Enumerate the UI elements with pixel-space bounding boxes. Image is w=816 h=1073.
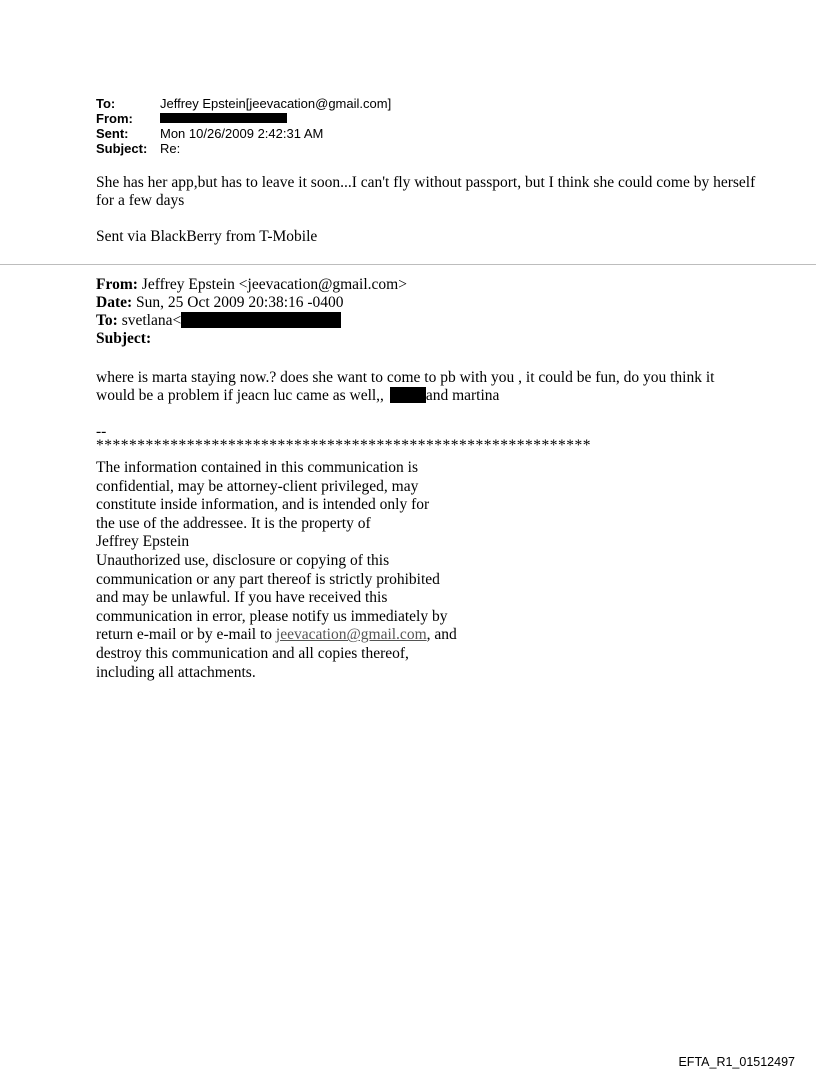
quoted-header	[96, 276, 407, 348]
header-to-row	[96, 96, 391, 111]
email-link[interactable]: jeevacation@gmail.com	[275, 626, 427, 644]
document-id: EFTA_R1_01512497	[678, 1055, 795, 1069]
header-subject-row	[96, 141, 391, 156]
from-label: From:	[96, 111, 133, 126]
disclaimer-line: destroy this communication and all copies thereof,	[96, 644, 409, 662]
redaction-box-from	[160, 113, 287, 123]
subject-value: Re:	[160, 141, 181, 156]
disclaimer-line: The information contained in this communication is	[96, 459, 418, 476]
disclaimer-line: Jeffrey Epstein	[96, 533, 190, 551]
quoted-date-row	[96, 294, 407, 312]
disclaimer-line-prefix: return e-mail or by e-mail to	[96, 626, 276, 644]
disclaimer-line: including all attachments.	[96, 663, 256, 681]
redaction-box-inline	[390, 387, 426, 403]
quoted-body-text-end: and martina	[425, 387, 500, 404]
subject-label: Subject:	[96, 141, 148, 156]
to-label: To:	[96, 96, 116, 111]
header-from-row	[96, 111, 391, 126]
disclaimer-line: Unauthorized use, disclosure or copying of this	[96, 551, 390, 569]
disclaimer-line: communication or any part thereof is strictly prohibited	[96, 570, 440, 588]
sent-label: Sent:	[96, 126, 129, 141]
to-value: Jeffrey Epstein[jeevacation@gmail.com]	[160, 96, 392, 111]
quoted-subject-label: Subject:	[96, 330, 152, 347]
sig-dashes: --	[96, 423, 107, 440]
quoted-from-value: Jeffrey Epstein <jeevacation@gmail.com>	[141, 276, 407, 293]
reply-signature: Sent via BlackBerry from T-Mobile	[96, 228, 318, 245]
quoted-body-text: where is marta staying now.? does she want to come to pb with you , it could be fun, do you think it would be a problem if jeacn luc came as well,,	[96, 369, 715, 404]
quoted-from-row	[96, 276, 407, 294]
sent-value: Mon 10/26/2009 2:42:31 AM	[160, 126, 324, 141]
disclaimer-line: confidential, may be attorney-client privileged, may	[96, 477, 419, 495]
sig-stars: ************************************************************	[96, 437, 591, 454]
quoted-body	[96, 369, 736, 405]
disclaimer-line-with-link	[96, 626, 496, 645]
quoted-from-label: From:	[96, 276, 138, 293]
confidentiality-disclaimer	[96, 459, 496, 682]
quoted-subject-row	[96, 330, 407, 348]
disclaimer-line-suffix: , and	[426, 626, 457, 644]
disclaimer-line: the use of the addressee. It is the property of	[96, 514, 371, 532]
quoted-to-row	[96, 312, 407, 330]
email-header	[96, 96, 391, 156]
header-sent-row	[96, 126, 391, 141]
quoted-to-label: To:	[96, 312, 118, 329]
disclaimer-line: and may be unlawful. If you have received this	[96, 589, 388, 607]
disclaimer-line: constitute inside information, and is intended only for	[96, 496, 430, 514]
quoted-to-value: svetlana<	[121, 312, 182, 329]
message-divider	[0, 264, 816, 265]
disclaimer-line: communication in error, please notify us immediately by	[96, 607, 448, 625]
quoted-date-value: Sun, 25 Oct 2009 20:38:16 -0400	[136, 294, 344, 311]
redaction-box-to	[181, 312, 341, 328]
quoted-date-label: Date:	[96, 294, 133, 311]
reply-body: She has her app,but has to leave it soon...I can't fly without passport, but I think she could come by herself for a few days	[96, 174, 756, 209]
